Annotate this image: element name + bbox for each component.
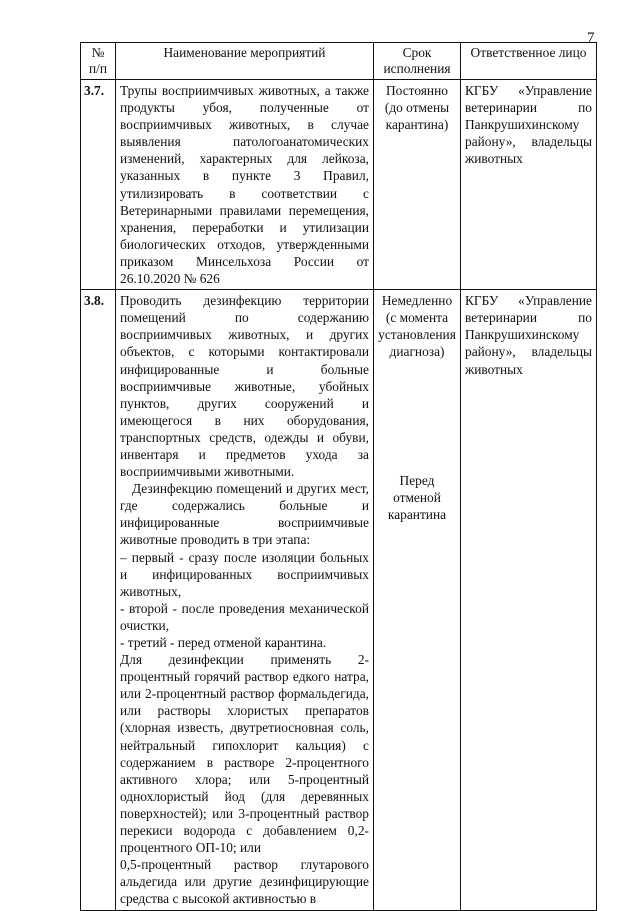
paragraph: Проводить дезинфекцию территории помещений по содержанию восприимчивых животных, и других объектов, с которыми контактировали инфицированные и больные восприимчивые животные, убойных пунктов, других сооружений и имеющегося в них оборудования, транспортных средств, одежды и обуви, инвентаря и предметов ухода за восприимчивыми животными. bbox=[120, 293, 369, 480]
paragraph: – первый - сразу после изоляции больных и инфицированных восприимчивых животных, bbox=[120, 549, 369, 599]
paragraph: 0,5-процентный раствор глутарового альдегида или другие дезинфицирующие средства с высокой активностью в bbox=[120, 857, 369, 907]
paragraph: Дезинфекцию помещений и других мест, где содержались больные и инфицированные восприимчивые животные проводить в три этапа: bbox=[120, 481, 369, 548]
row-responsible: КГБУ «Управление ветеринарии по Панкрушихинскому району», владельцы животных bbox=[461, 80, 597, 290]
table-row bbox=[81, 80, 597, 290]
header-name: Наименование мероприятий bbox=[116, 43, 374, 80]
page-number: 7 bbox=[587, 30, 595, 46]
header-responsible: Ответственное лицо bbox=[461, 43, 597, 80]
table-row bbox=[81, 290, 597, 910]
header-term: Срок исполнения bbox=[374, 43, 461, 80]
paragraph: - третий - перед отменой карантина. bbox=[120, 635, 327, 650]
term-immediately: Немедленно (с момента установления диагноза) bbox=[378, 293, 456, 360]
row-number: 3.7. bbox=[81, 80, 116, 290]
row-responsible: КГБУ «Управление ветеринарии по Панкрушихинскому району», владельцы животных bbox=[461, 290, 597, 910]
table-header-row bbox=[81, 43, 597, 80]
row-term bbox=[374, 290, 461, 910]
paragraph: Для дезинфекции применять 2-процентный горячий раствор едкого натра, или 2-процентный раствор формальдегида, или растворы хлористых препаратов (хлорная известь, двутретиосновная соль, нейтральный гипохлорит кальция) с содержанием в растворе 2-процентного активного хлора; или 5-процентный однохлористый йод (для деревянных поверхностей); или 3-процентный раствор перекиси водорода с добавлением 0,2-процентного ОП-10; или bbox=[120, 652, 369, 856]
row-measure-text bbox=[116, 290, 374, 910]
header-num: № п/п bbox=[81, 43, 116, 80]
row-number: 3.8. bbox=[81, 290, 116, 910]
row-term: Постоянно (до отмены карантина) bbox=[374, 80, 461, 290]
term-before-quarantine-end: Перед отменой карантина bbox=[387, 472, 447, 522]
row-measure-text: Трупы восприимчивых животных, а также продукты убоя, полученные от восприимчивых животных, в случае выявления патологоанатомических изменений, характерных для лейкоза, указанных в пункте 3 Правил, утилизировать в соответствии с Ветеринарными правилами перемещения, хранения, переработки и утилизации биологических отходов, утвержденными приказом Минсельхоза России от 26.10.2020 № 626 bbox=[116, 80, 374, 290]
measures-table bbox=[80, 42, 597, 911]
paragraph: - второй - после проведения механической очистки, bbox=[120, 600, 369, 633]
